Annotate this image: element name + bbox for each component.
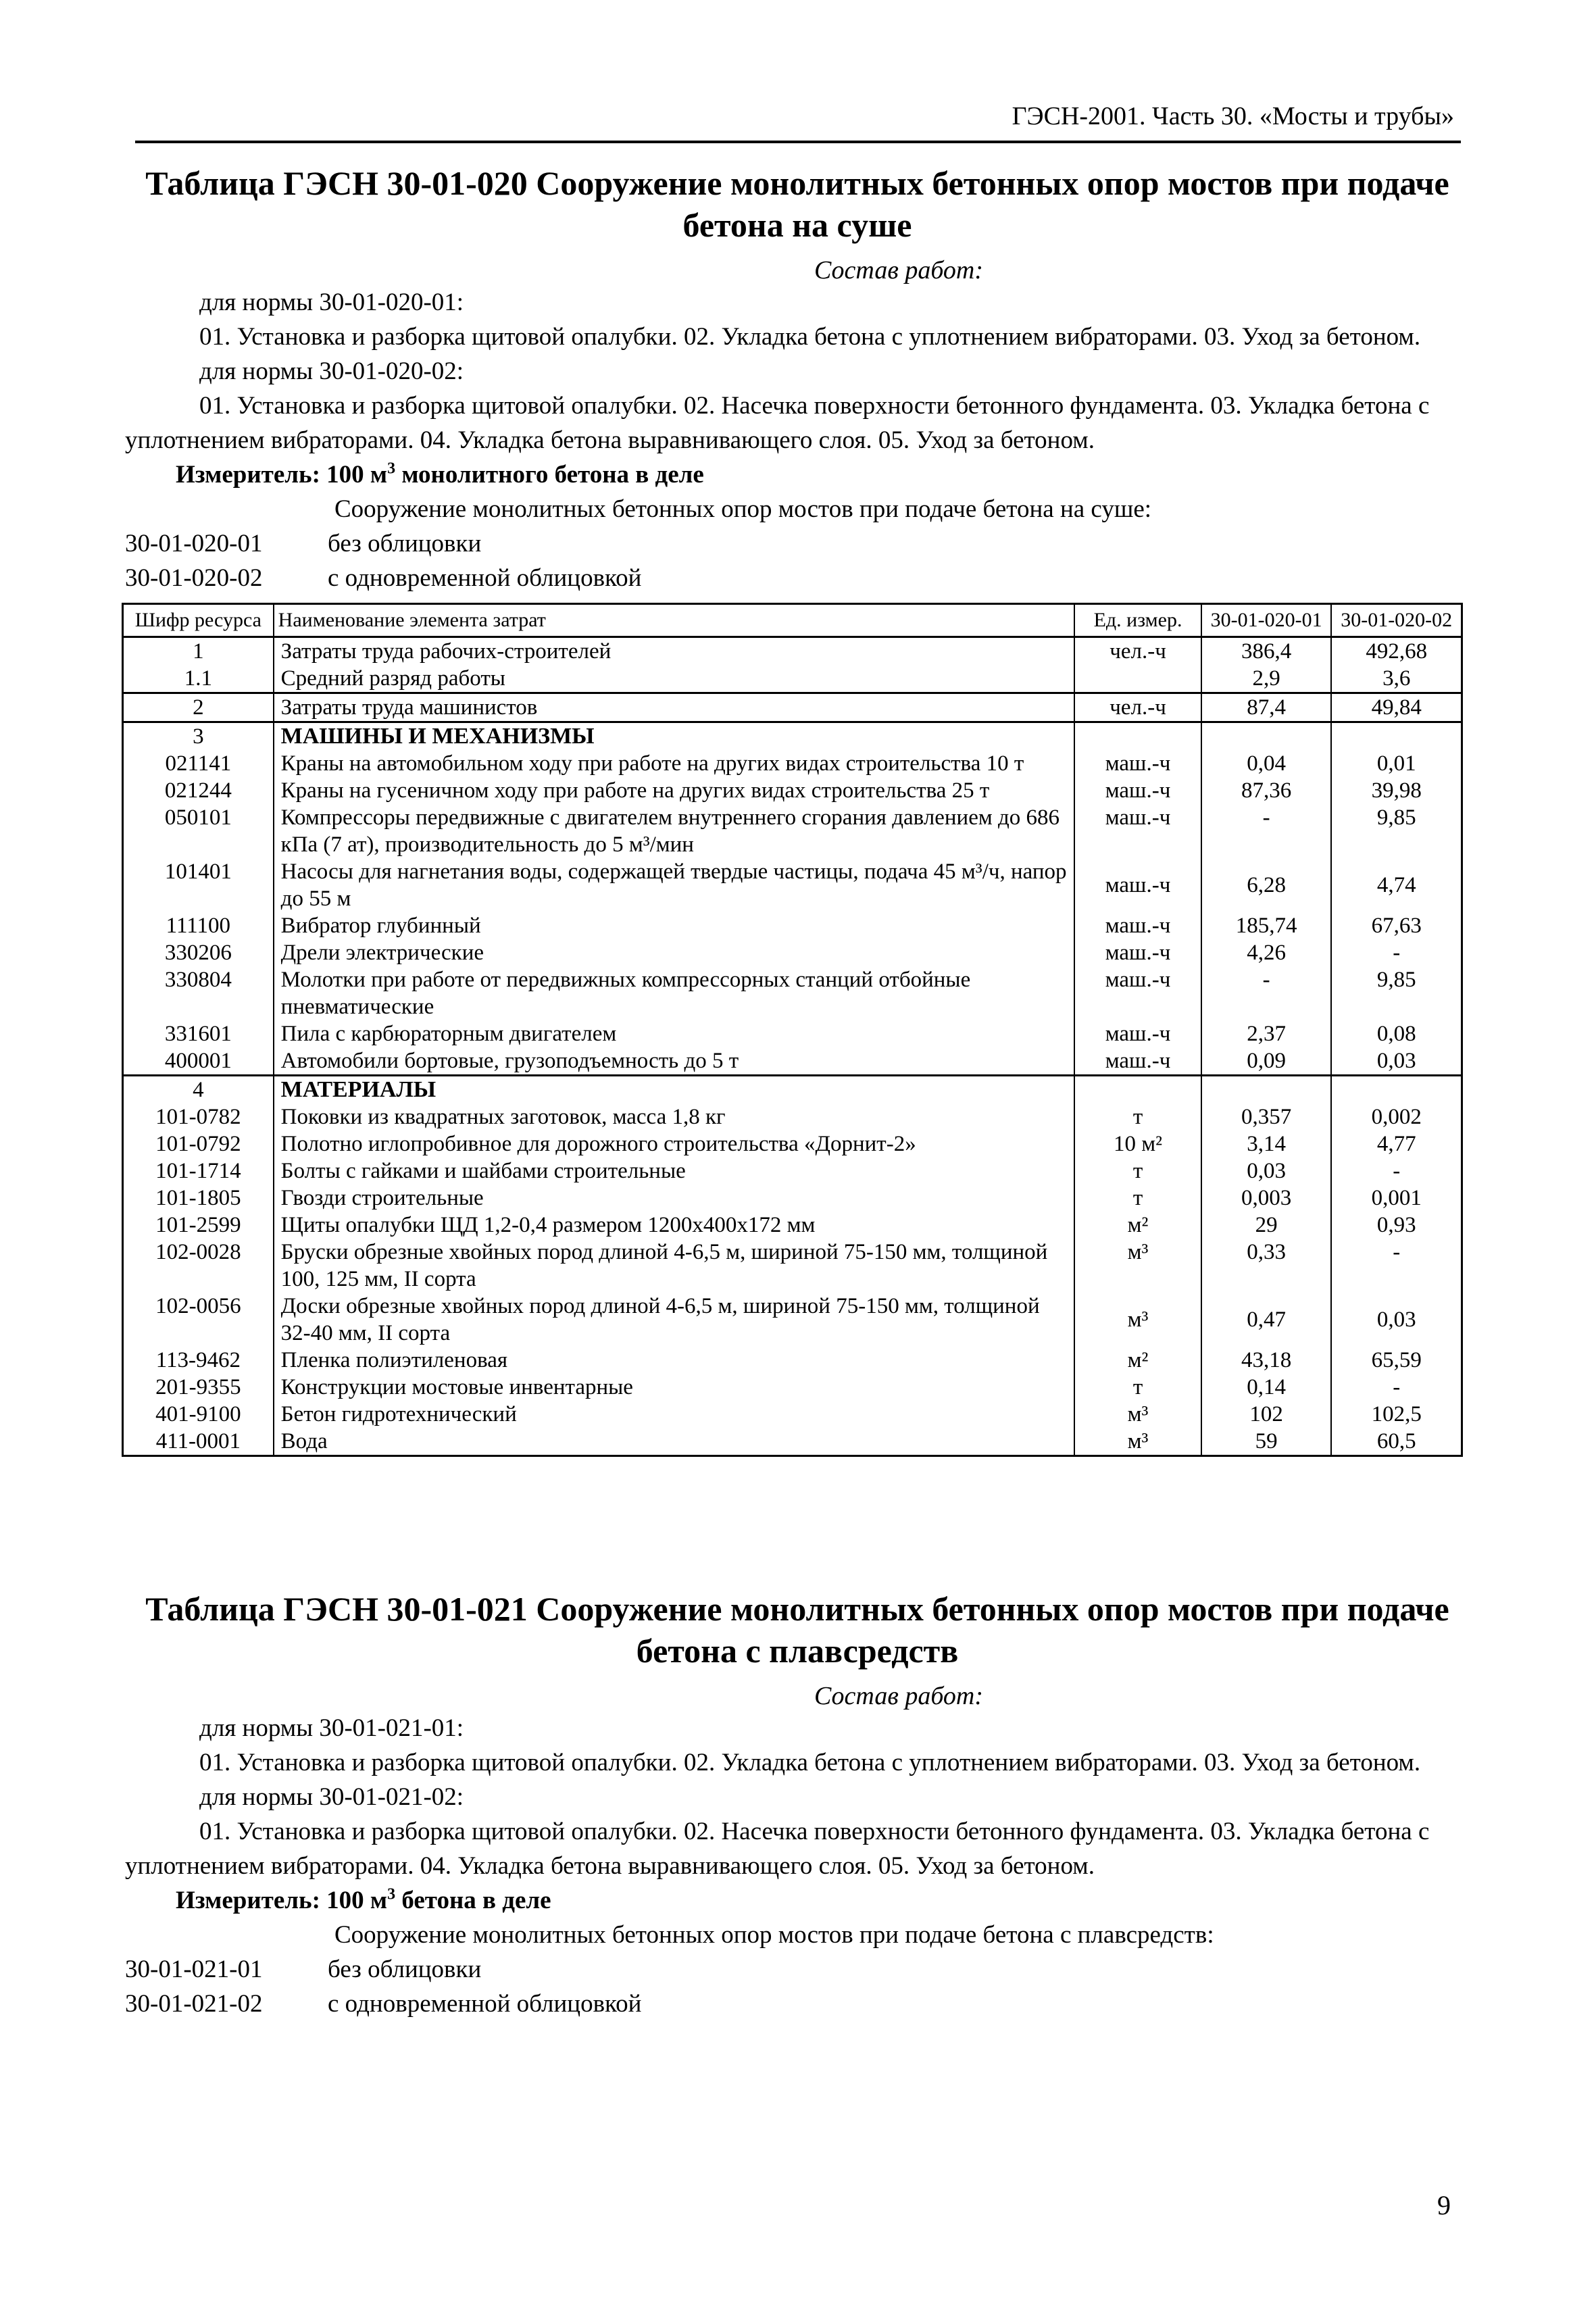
table1-variant-row — [125, 526, 1470, 561]
table1-measure-prefix: Измеритель: 100 м — [176, 461, 388, 489]
cell-v2: 4,74 — [1331, 858, 1462, 912]
cell-name: Средний разряд работы — [274, 665, 1075, 693]
cell-v1 — [1201, 1076, 1332, 1104]
cell-name: Краны на автомобильном ходу при работе на других видах строительства 10 т — [274, 750, 1075, 777]
table2-norm1-label: для нормы 30-01-021-01: — [199, 1714, 464, 1742]
cell-name: Молотки при работе от передвижных компрессорных станций отбойные пневматические — [274, 966, 1075, 1020]
table1-measure-suffix: монолитного бетона в деле — [395, 461, 704, 489]
table1-title-line1: Таблица ГЭСН 30-01-020 Сооружение монолитных бетонных опор мостов при подаче — [145, 164, 1449, 202]
table1-title — [125, 162, 1470, 246]
cell-v1: 87,36 — [1201, 777, 1332, 804]
col-header-unit: Ед. измер. — [1074, 604, 1201, 637]
cell-v2: 492,68 — [1331, 637, 1462, 666]
table2-norm2-text: 01. Установка и разборка щитовой опалубки. 02. Насечка поверхности бетонного фундамента. 03. Укладка бетона с уплотнением вибраторами. 04. Укладка бетона выравнивающего слоя. 05. Уход за бетоном. — [125, 1818, 1430, 1880]
section-caption-machines: МАШИНЫ И МЕХАНИЗМЫ — [274, 722, 1075, 751]
cell-v1: 102 — [1201, 1401, 1332, 1428]
cell-v2: 9,85 — [1331, 966, 1462, 1020]
table-row — [123, 1239, 1462, 1293]
cell-unit: м² — [1074, 1212, 1201, 1239]
table1-norm2-text: 01. Установка и разборка щитовой опалубки. 02. Насечка поверхности бетонного фундамента. 03. Укладка бетона с уплотнением вибраторами. 04. Укладка бетона выравнивающего слоя. 05. Уход за бетоном. — [125, 392, 1430, 454]
cell-v1: 0,09 — [1201, 1047, 1332, 1076]
cell-v1 — [1201, 722, 1332, 751]
cell-name: Затраты труда машинистов — [274, 693, 1075, 722]
cell-unit: маш.-ч — [1074, 939, 1201, 966]
table1-variant-code: 30-01-020-02 — [125, 564, 263, 592]
col-header-code: Шифр ресурса — [123, 604, 274, 637]
table1-title-line2: бетона на суше — [682, 206, 912, 244]
cell-name: Болты с гайками и шайбами строительные — [274, 1158, 1075, 1185]
cell-code: 1 — [123, 637, 274, 666]
section-caption-materials: МАТЕРИАЛЫ — [274, 1076, 1075, 1104]
table-row — [123, 1401, 1462, 1428]
table-row — [123, 1185, 1462, 1212]
running-header: ГЭСН-2001. Часть 30. «Мосты и трубы» — [1012, 102, 1454, 130]
table2-title — [125, 1588, 1470, 1672]
cell-v1: - — [1201, 966, 1332, 1020]
cell-unit: маш.-ч — [1074, 750, 1201, 777]
cell-code: 331601 — [123, 1020, 274, 1047]
table2-norm2-label: для нормы 30-01-021-02: — [199, 1783, 464, 1811]
table2-variant-code: 30-01-021-02 — [125, 1990, 263, 2018]
cell-unit: чел.-ч — [1074, 637, 1201, 666]
table2-measure — [125, 1883, 1470, 1918]
cell-v1: 386,4 — [1201, 637, 1332, 666]
cell-v2: - — [1331, 1158, 1462, 1185]
table2-variant-code: 30-01-021-01 — [125, 1956, 263, 1983]
table1-norm1-label: для нормы 30-01-020-01: — [199, 289, 464, 316]
section-row — [123, 1076, 1462, 1104]
table1-intro — [125, 162, 1470, 595]
cell-v1: 0,04 — [1201, 750, 1332, 777]
cell-unit: 10 м² — [1074, 1130, 1201, 1158]
col-header-v2: 30-01-020-02 — [1331, 604, 1462, 637]
cell-v2: 67,63 — [1331, 912, 1462, 939]
cell-code: 4 — [123, 1076, 274, 1104]
table-row — [123, 1047, 1462, 1076]
cell-v2 — [1331, 722, 1462, 751]
table-row — [123, 1347, 1462, 1374]
cell-unit: м³ — [1074, 1401, 1201, 1428]
cell-v1: 0,14 — [1201, 1374, 1332, 1401]
cell-unit: маш.-ч — [1074, 912, 1201, 939]
cell-name: Полотно иглопробивное для дорожного строительства «Дорнит-2» — [274, 1130, 1075, 1158]
cell-v1: 0,47 — [1201, 1293, 1332, 1347]
cell-code: 400001 — [123, 1047, 274, 1076]
cell-v2 — [1331, 1076, 1462, 1104]
table-row — [123, 693, 1462, 722]
cell-code: 330804 — [123, 966, 274, 1020]
table2-title-line1: Таблица ГЭСН 30-01-021 Сооружение монолитных бетонных опор мостов при подаче — [145, 1590, 1449, 1628]
cell-v2: - — [1331, 939, 1462, 966]
cell-v2: 3,6 — [1331, 665, 1462, 693]
table2-norm1-text: 01. Установка и разборка щитовой опалубки. 02. Укладка бетона с уплотнением вибраторами. 03. Уход за бетоном. — [199, 1749, 1421, 1776]
cell-code: 330206 — [123, 939, 274, 966]
cell-name: Гвозди строительные — [274, 1185, 1075, 1212]
table-row — [123, 804, 1462, 858]
cell-name: Автомобили бортовые, грузоподъемность до 5 т — [274, 1047, 1075, 1076]
table-row — [123, 777, 1462, 804]
table2-measure-prefix: Измеритель: 100 м — [176, 1887, 388, 1914]
cell-code: 1.1 — [123, 665, 274, 693]
cell-code: 101-0792 — [123, 1130, 274, 1158]
section-row — [123, 722, 1462, 751]
cell-unit: т — [1074, 1374, 1201, 1401]
cell-unit: маш.-ч — [1074, 1047, 1201, 1076]
cell-name: Бетон гидротехнический — [274, 1401, 1075, 1428]
table1-composition-label: Состав работ: — [814, 256, 984, 284]
cell-name: Бруски обрезные хвойных пород длиной 4-6,5 м, шириной 75-150 мм, толщиной 100, 125 мм, II сорта — [274, 1239, 1075, 1293]
cell-unit: т — [1074, 1103, 1201, 1130]
table2-intro — [125, 1588, 1470, 2021]
cell-unit — [1074, 1076, 1201, 1104]
table1-measure-sup: 3 — [387, 459, 396, 478]
table-row — [123, 1020, 1462, 1047]
table-row — [123, 1212, 1462, 1239]
cell-code: 101-1714 — [123, 1158, 274, 1185]
table-row — [123, 1374, 1462, 1401]
cell-code: 050101 — [123, 804, 274, 858]
cell-v1: 0,03 — [1201, 1158, 1332, 1185]
cell-v2: 49,84 — [1331, 693, 1462, 722]
table-row — [123, 912, 1462, 939]
cell-unit: маш.-ч — [1074, 1020, 1201, 1047]
cell-v1: 185,74 — [1201, 912, 1332, 939]
table2-title-line2: бетона с плавсредств — [636, 1632, 959, 1670]
table2-caption: Сооружение монолитных бетонных опор мостов при подаче бетона с плавсредств: — [334, 1921, 1214, 1949]
cell-code: 101-0782 — [123, 1103, 274, 1130]
cell-name: Дрели электрические — [274, 939, 1075, 966]
cell-name: Доски обрезные хвойных пород длиной 4-6,5 м, шириной 75-150 мм, толщиной 32-40 мм, II сорта — [274, 1293, 1075, 1347]
cell-code: 111100 — [123, 912, 274, 939]
cell-v2: 60,5 — [1331, 1428, 1462, 1456]
table-row — [123, 966, 1462, 1020]
table2-variant-row — [125, 1952, 1470, 1987]
table2-variant-row — [125, 1987, 1470, 2021]
cell-v1: 2,9 — [1201, 665, 1332, 693]
table-row — [123, 1103, 1462, 1130]
cell-unit: м² — [1074, 1347, 1201, 1374]
cell-name: Вибратор глубинный — [274, 912, 1075, 939]
table1-variant-desc: без облицовки — [328, 530, 482, 557]
cell-unit: чел.-ч — [1074, 693, 1201, 722]
cell-v2: 9,85 — [1331, 804, 1462, 858]
cell-v1: 87,4 — [1201, 693, 1332, 722]
table1-norm2-label: для нормы 30-01-020-02: — [199, 357, 464, 385]
cell-v1: 0,33 — [1201, 1239, 1332, 1293]
cell-code: 411-0001 — [123, 1428, 274, 1456]
cell-code: 101401 — [123, 858, 274, 912]
table1-variant-row — [125, 561, 1470, 595]
cell-code: 021244 — [123, 777, 274, 804]
cell-v2: 0,03 — [1331, 1293, 1462, 1347]
table-row — [123, 939, 1462, 966]
cell-v1: 6,28 — [1201, 858, 1332, 912]
table1-variant-code: 30-01-020-01 — [125, 530, 263, 557]
cell-unit: м³ — [1074, 1239, 1201, 1293]
table-row — [123, 1428, 1462, 1456]
page-number: 9 — [1437, 2190, 1451, 2220]
cell-v1: 2,37 — [1201, 1020, 1332, 1047]
cell-name: Поковки из квадратных заготовок, масса 1,8 кг — [274, 1103, 1075, 1130]
table-row — [123, 1158, 1462, 1185]
cell-v2: 65,59 — [1331, 1347, 1462, 1374]
cell-v1: 0,003 — [1201, 1185, 1332, 1212]
cell-unit: маш.-ч — [1074, 804, 1201, 858]
cell-unit: т — [1074, 1185, 1201, 1212]
cell-v1: - — [1201, 804, 1332, 858]
table-row — [123, 637, 1462, 666]
cell-v1: 59 — [1201, 1428, 1332, 1456]
cell-v2: - — [1331, 1239, 1462, 1293]
cell-code: 401-9100 — [123, 1401, 274, 1428]
cell-code: 101-1805 — [123, 1185, 274, 1212]
cell-v1: 0,357 — [1201, 1103, 1332, 1130]
resource-table — [122, 603, 1463, 1457]
cell-v2: - — [1331, 1374, 1462, 1401]
header-rule — [135, 141, 1461, 143]
cell-code: 101-2599 — [123, 1212, 274, 1239]
cell-unit: м³ — [1074, 1293, 1201, 1347]
table-header-row — [123, 604, 1462, 637]
table2-measure-suffix: бетона в деле — [395, 1887, 551, 1914]
cell-name: Пленка полиэтиленовая — [274, 1347, 1075, 1374]
cell-code: 2 — [123, 693, 274, 722]
cell-v1: 4,26 — [1201, 939, 1332, 966]
cell-code: 201-9355 — [123, 1374, 274, 1401]
cell-code: 113-9462 — [123, 1347, 274, 1374]
table-row — [123, 858, 1462, 912]
table-row — [123, 665, 1462, 693]
cell-v2: 39,98 — [1331, 777, 1462, 804]
cell-unit: маш.-ч — [1074, 858, 1201, 912]
table1-caption: Сооружение монолитных бетонных опор мостов при подаче бетона на суше: — [334, 495, 1152, 523]
table2-measure-sup: 3 — [387, 1885, 396, 1903]
cell-unit: т — [1074, 1158, 1201, 1185]
cell-v1: 3,14 — [1201, 1130, 1332, 1158]
cell-unit: маш.-ч — [1074, 966, 1201, 1020]
cell-unit — [1074, 722, 1201, 751]
cell-v2: 0,08 — [1331, 1020, 1462, 1047]
cell-v2: 0,002 — [1331, 1103, 1462, 1130]
cell-name: Затраты труда рабочих-строителей — [274, 637, 1075, 666]
cell-code: 102-0028 — [123, 1239, 274, 1293]
table-row — [123, 750, 1462, 777]
cell-code: 3 — [123, 722, 274, 751]
cell-v2: 0,001 — [1331, 1185, 1462, 1212]
cell-v1: 43,18 — [1201, 1347, 1332, 1374]
cell-v2: 0,93 — [1331, 1212, 1462, 1239]
cell-name: Конструкции мостовые инвентарные — [274, 1374, 1075, 1401]
table1-norm1-text: 01. Установка и разборка щитовой опалубки. 02. Укладка бетона с уплотнением вибраторами. 03. Уход за бетоном. — [199, 323, 1421, 351]
cell-name: Краны на гусеничном ходу при работе на других видах строительства 25 т — [274, 777, 1075, 804]
cell-v1: 29 — [1201, 1212, 1332, 1239]
col-header-v1: 30-01-020-01 — [1201, 604, 1332, 637]
cell-unit: м³ — [1074, 1428, 1201, 1456]
cell-unit: маш.-ч — [1074, 777, 1201, 804]
cell-name: Пила с карбюраторным двигателем — [274, 1020, 1075, 1047]
cell-name: Щиты опалубки ЩД 1,2-0,4 размером 1200х400х172 мм — [274, 1212, 1075, 1239]
cell-v2: 0,03 — [1331, 1047, 1462, 1076]
table1-measure — [125, 457, 1470, 492]
cell-name: Компрессоры передвижные с двигателем внутреннего сгорания давлением до 686 кПа (7 ат), производительность до 5 м³/мин — [274, 804, 1075, 858]
cell-code: 102-0056 — [123, 1293, 274, 1347]
col-header-name: Наименование элемента затрат — [274, 604, 1075, 637]
table1-variant-desc: с одновременной облицовкой — [328, 564, 642, 592]
cell-unit — [1074, 665, 1201, 693]
table2-variant-desc: с одновременной облицовкой — [328, 1990, 642, 2018]
cell-v2: 4,77 — [1331, 1130, 1462, 1158]
cell-code: 021141 — [123, 750, 274, 777]
table2-composition-label: Состав работ: — [814, 1682, 984, 1710]
cell-v2: 102,5 — [1331, 1401, 1462, 1428]
cell-name: Насосы для нагнетания воды, содержащей твердые частицы, подача 45 м³/ч, напор до 55 м — [274, 858, 1075, 912]
table-row — [123, 1130, 1462, 1158]
table-row — [123, 1293, 1462, 1347]
table2-variant-desc: без облицовки — [328, 1956, 482, 1983]
cell-v2: 0,01 — [1331, 750, 1462, 777]
cell-name: Вода — [274, 1428, 1075, 1456]
